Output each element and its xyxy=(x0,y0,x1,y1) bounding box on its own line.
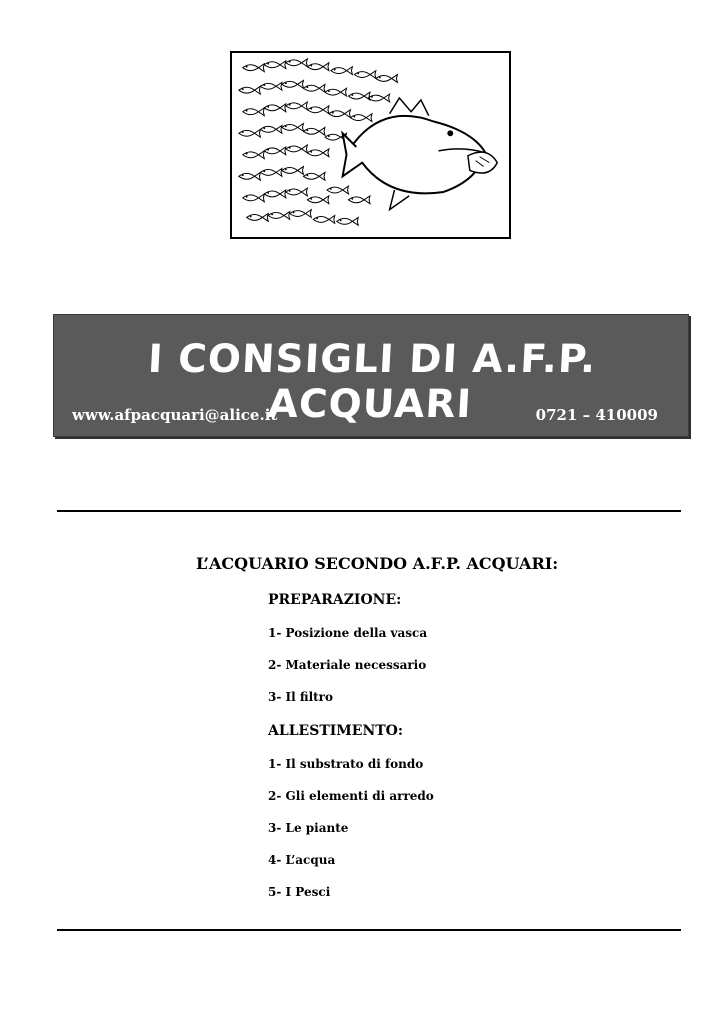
divider-top xyxy=(57,510,681,512)
list-item: 1- Il substrato di fondo xyxy=(268,757,424,771)
list-item: 2- Gli elementi di arredo xyxy=(268,789,434,803)
list-item: 3- Il filtro xyxy=(268,690,334,704)
list-item: 3- Le piante xyxy=(268,821,349,835)
section-heading-preparazione: PREPARAZIONE: xyxy=(268,592,402,608)
document-heading: L’ACQUARIO SECONDO A.F.P. ACQUARI: xyxy=(196,554,559,573)
section-heading-allestimento: ALLESTIMENTO: xyxy=(268,723,404,739)
list-item: 5- I Pesci xyxy=(268,885,331,899)
fish-school-illustration xyxy=(230,51,511,239)
contact-email: www.afpacquari@alice.it xyxy=(72,406,278,424)
divider-bottom xyxy=(57,929,681,931)
contact-phone: 0721 – 410009 xyxy=(535,406,658,424)
list-item: 1- Posizione della vasca xyxy=(268,626,428,640)
banner-title: I CONSIGLI DI A.F.P. ACQUARI xyxy=(146,337,598,427)
list-item: 2- Materiale necessario xyxy=(268,658,427,672)
list-item: 4- L’acqua xyxy=(268,853,336,867)
fish-drawing xyxy=(232,53,509,237)
big-fish-icon xyxy=(343,98,498,210)
header-banner xyxy=(53,314,689,437)
